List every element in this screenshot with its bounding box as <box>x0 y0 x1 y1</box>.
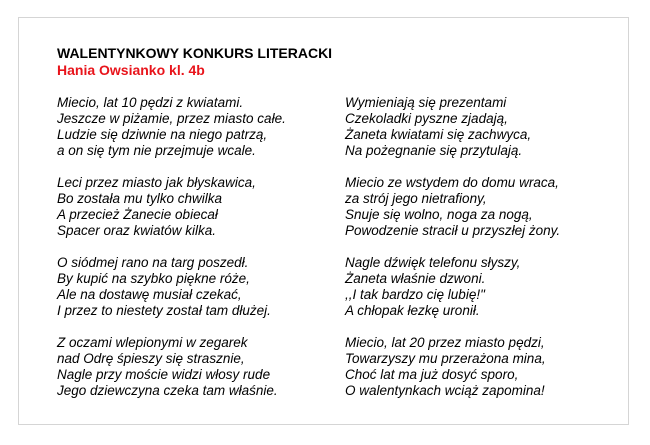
poem-line: Z oczami wlepionymi w zegarek <box>57 335 248 350</box>
poem-line: O siódmej rano na targ poszedł. <box>57 255 249 270</box>
poem-column-right <box>345 95 560 415</box>
poem-line: Choć lat ma już dosyć sporo, <box>345 367 519 382</box>
poem-line: za strój jego nietrafiony, <box>345 191 487 206</box>
poem-line: Nagle przy moście widzi włosy rude <box>57 367 271 382</box>
poem-line: a on się tym nie przejmuje wcale. <box>57 143 256 158</box>
stanza <box>345 95 560 159</box>
stanza <box>57 335 286 399</box>
poem-line: nad Odrę śpieszy się strasznie, <box>57 351 245 366</box>
poem-line: ,,I tak bardzo cię lubię!" <box>345 287 485 302</box>
poem-line: Miecio, lat 20 przez miasto pędzi, <box>345 335 545 350</box>
poem-line: Żaneta kwiatami się zachwyca, <box>345 127 532 142</box>
poem-line: Powodzenie stracił u przyszłej żony. <box>345 223 561 238</box>
poem-line: Miecio ze wstydem do domu wraca, <box>345 175 559 190</box>
poem-line: Ale na dostawę musiał czekać, <box>57 287 242 302</box>
author-line: Hania Owsianko kl. 4b <box>57 62 205 78</box>
stanza <box>57 175 286 239</box>
poem-line: Towarzyszy mu przerażona mina, <box>345 351 546 366</box>
stanza <box>57 255 286 319</box>
stanza <box>345 335 560 399</box>
poem-line: Bo została mu tylko chwilka <box>57 191 223 206</box>
poem-line: Nagle dźwięk telefonu słyszy, <box>345 255 521 270</box>
poem-line: Miecio, lat 10 pędzi z kwiatami. <box>57 95 244 110</box>
poem-column-left <box>57 95 286 415</box>
contest-title: WALENTYNKOWY KONKURS LITERACKI <box>57 45 333 61</box>
poem-line: Snuje się wolno, noga za nogą, <box>345 207 533 222</box>
poem-line: Spacer oraz kwiatów kilka. <box>57 223 217 238</box>
poem-line: A chłopak łezkę uronił. <box>345 303 480 318</box>
poem-line: Leci przez miasto jak błyskawica, <box>57 175 256 190</box>
poem-line: Jeszcze w piżamie, przez miasto całe. <box>57 111 286 126</box>
poem-line: O walentynkach wciąż zapomina! <box>345 383 545 398</box>
poem-line: Jego dziewczyna czeka tam właśnie. <box>57 383 278 398</box>
poem-line: By kupić na szybko piękne róże, <box>57 271 250 286</box>
poem-line: Wymieniają się prezentami <box>345 95 507 110</box>
stanza <box>345 255 560 319</box>
poem-line: Ludzie się dziwnie na niego patrzą, <box>57 127 268 142</box>
poem-line: Na pożegnanie się przytulają. <box>345 143 523 158</box>
poem-line: I przez to niestety został tam dłużej. <box>57 303 271 318</box>
stanza <box>345 175 560 239</box>
poem-line: Czekoladki pyszne zjadają, <box>345 111 508 126</box>
poem-line: Żaneta właśnie dzwoni. <box>345 271 486 286</box>
poem-line: A przecież Żanecie obiecał <box>57 207 218 222</box>
document-page <box>18 17 629 425</box>
stanza <box>57 95 286 159</box>
